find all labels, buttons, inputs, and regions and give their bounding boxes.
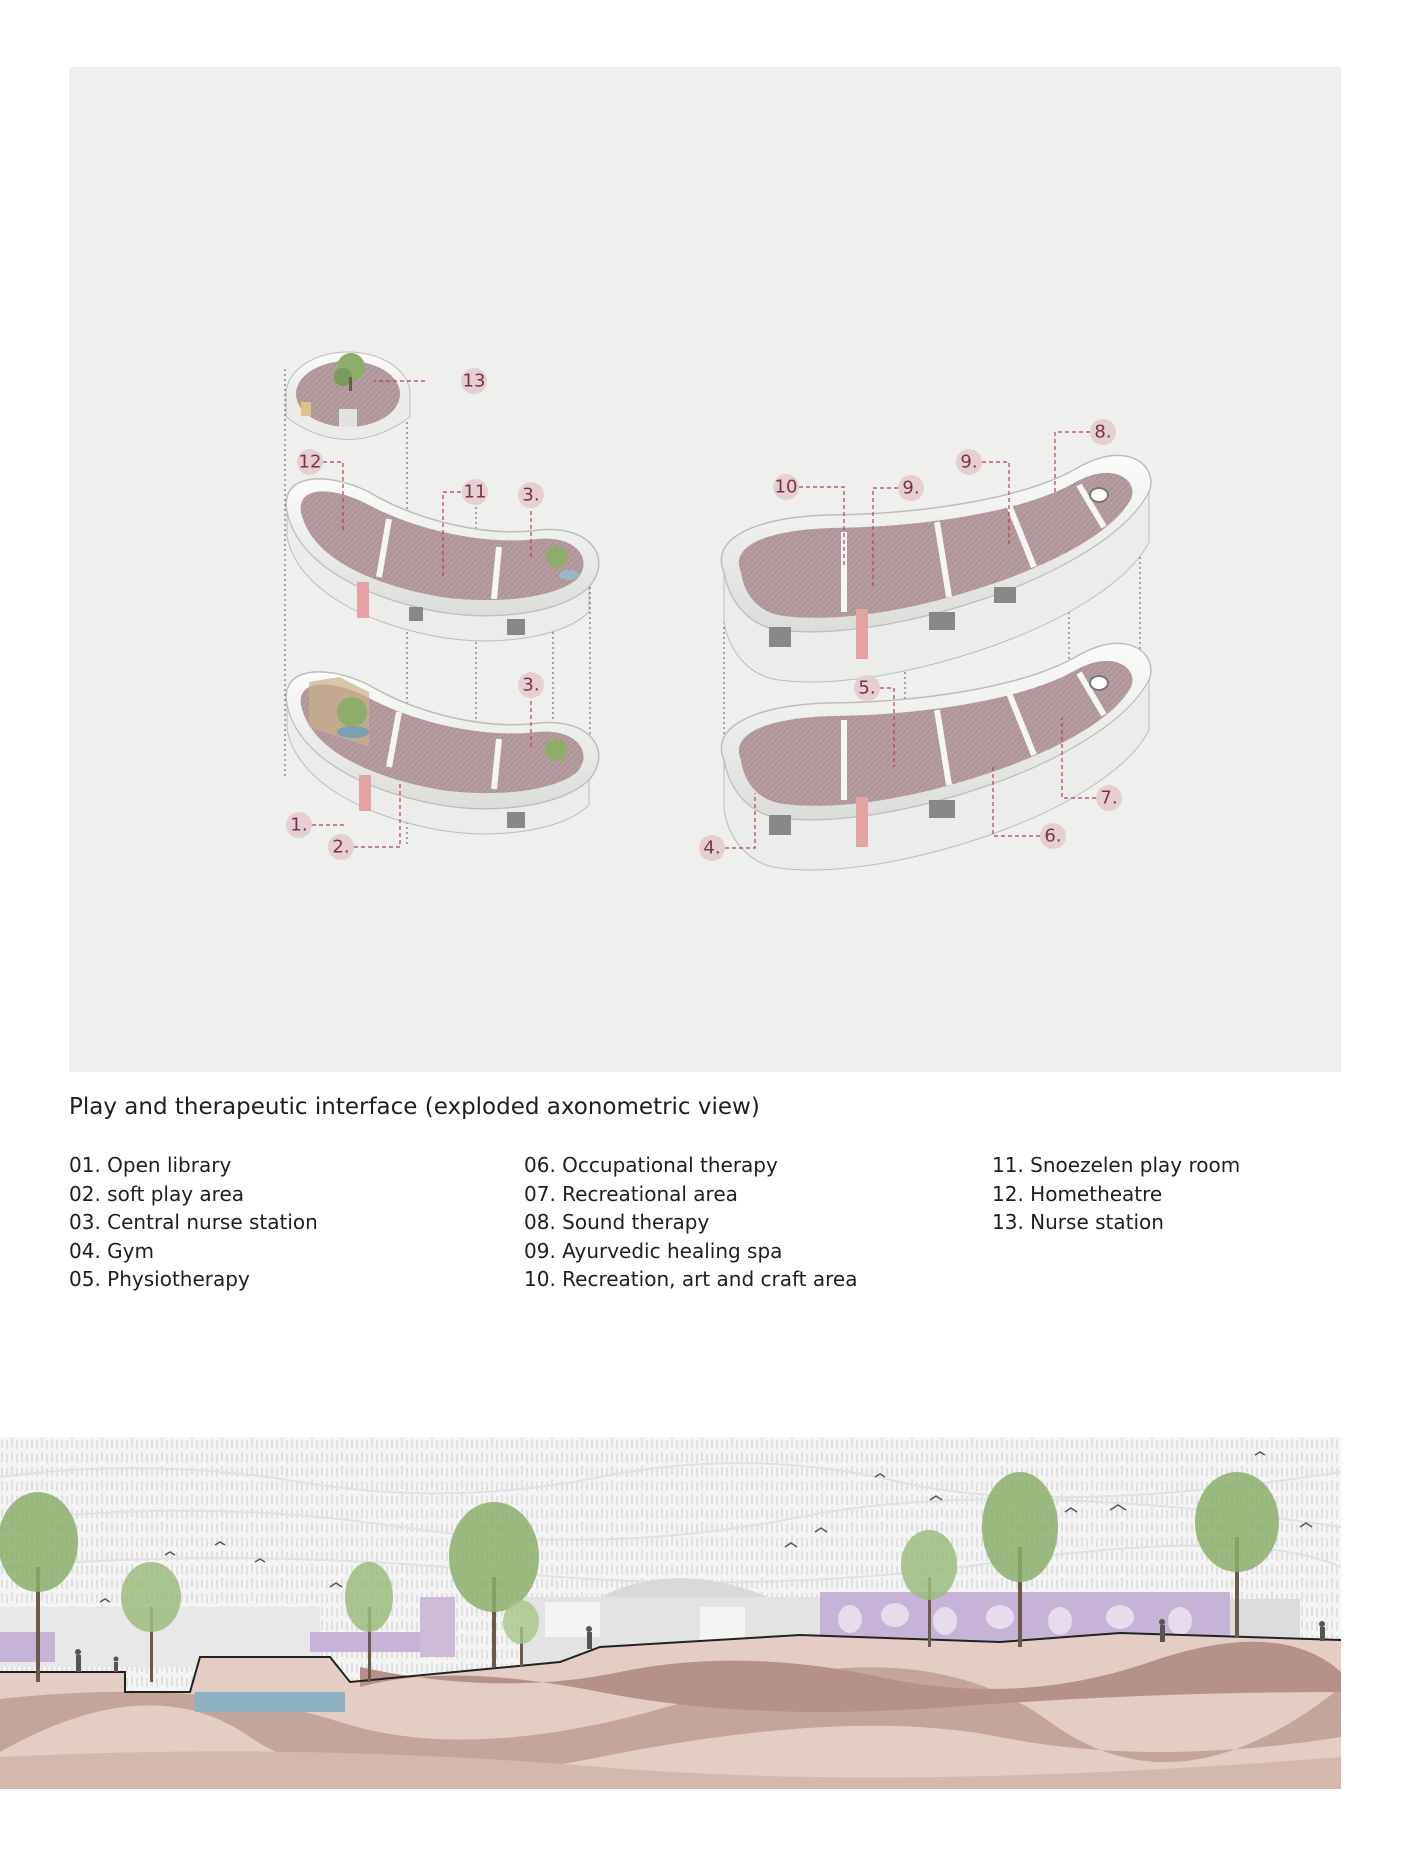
- svg-text:10: 10: [774, 476, 798, 498]
- svg-text:12: 12: [298, 451, 322, 473]
- legend-item: 03. Central nurse station: [69, 1210, 318, 1234]
- legend-item: 01. Open library: [69, 1153, 232, 1177]
- legend-item: 10. Recreation, art and craft area: [524, 1267, 858, 1291]
- callout-6: [1040, 823, 1066, 849]
- legend-item: 08. Sound therapy: [524, 1210, 710, 1234]
- callout-7: [1096, 785, 1122, 811]
- svg-text:13: 13: [462, 370, 486, 392]
- svg-text:11: 11: [463, 481, 487, 503]
- svg-text:2.: 2.: [332, 836, 350, 858]
- svg-text:5.: 5.: [858, 677, 876, 699]
- svg-text:8.: 8.: [1094, 421, 1112, 443]
- legend-column-3: [992, 1151, 1240, 1237]
- callout-5: [854, 675, 880, 701]
- callout-1: [286, 812, 312, 838]
- exploded-axonometric-drawing: [69, 67, 1341, 1072]
- site-section-drawing: [0, 1437, 1341, 1789]
- svg-text:7.: 7.: [1100, 787, 1118, 809]
- callout-10: [773, 474, 799, 500]
- figure-caption: Play and therapeutic interface (exploded axonometric view): [69, 1094, 760, 1120]
- svg-text:3.: 3.: [522, 674, 540, 696]
- svg-text:6.: 6.: [1044, 825, 1062, 847]
- legend-item: 04. Gym: [69, 1238, 154, 1263]
- legend-item: 09. Ayurvedic healing spa: [524, 1238, 783, 1263]
- legend-item: 12. Hometheatre: [992, 1181, 1163, 1206]
- legend-item: 02. soft play area: [69, 1181, 245, 1206]
- callout-13: [461, 368, 487, 394]
- legend-item: 05. Physiotherapy: [69, 1267, 250, 1291]
- svg-text:9.: 9.: [902, 477, 920, 499]
- axonometric-panel: [69, 67, 1341, 1072]
- callout-2: [328, 834, 354, 860]
- callout-12: [297, 449, 323, 475]
- tree-icon: [545, 739, 567, 761]
- svg-text:1.: 1.: [290, 814, 308, 836]
- ground-strata: [0, 1633, 1341, 1789]
- legend-column-2: [524, 1151, 857, 1294]
- legend-item: 07. Recreational area: [524, 1181, 738, 1206]
- callout-9-right: [956, 449, 982, 475]
- tree-icon: [546, 546, 568, 568]
- nurse-station-module: [286, 352, 410, 440]
- legend-column-1: [69, 1151, 318, 1294]
- legend-item: 06. Occupational therapy: [524, 1153, 778, 1177]
- callout-9-left: [898, 475, 924, 501]
- legend-item: 11. Snoezelen play room: [992, 1153, 1241, 1177]
- site-section-illustration: [0, 1437, 1341, 1789]
- callout-3-upper: [518, 482, 544, 508]
- tree-icon: [337, 697, 367, 727]
- callout-3-lower: [518, 672, 544, 698]
- legend-item: 13. Nurse station: [992, 1210, 1164, 1234]
- svg-text:9.: 9.: [960, 451, 978, 473]
- callout-8: [1090, 419, 1116, 445]
- left-lower-module: [286, 672, 599, 834]
- svg-text:3.: 3.: [522, 484, 540, 506]
- pool: [195, 1692, 345, 1712]
- callout-11: [462, 479, 488, 505]
- callout-4: [699, 835, 725, 861]
- svg-text:4.: 4.: [703, 837, 721, 859]
